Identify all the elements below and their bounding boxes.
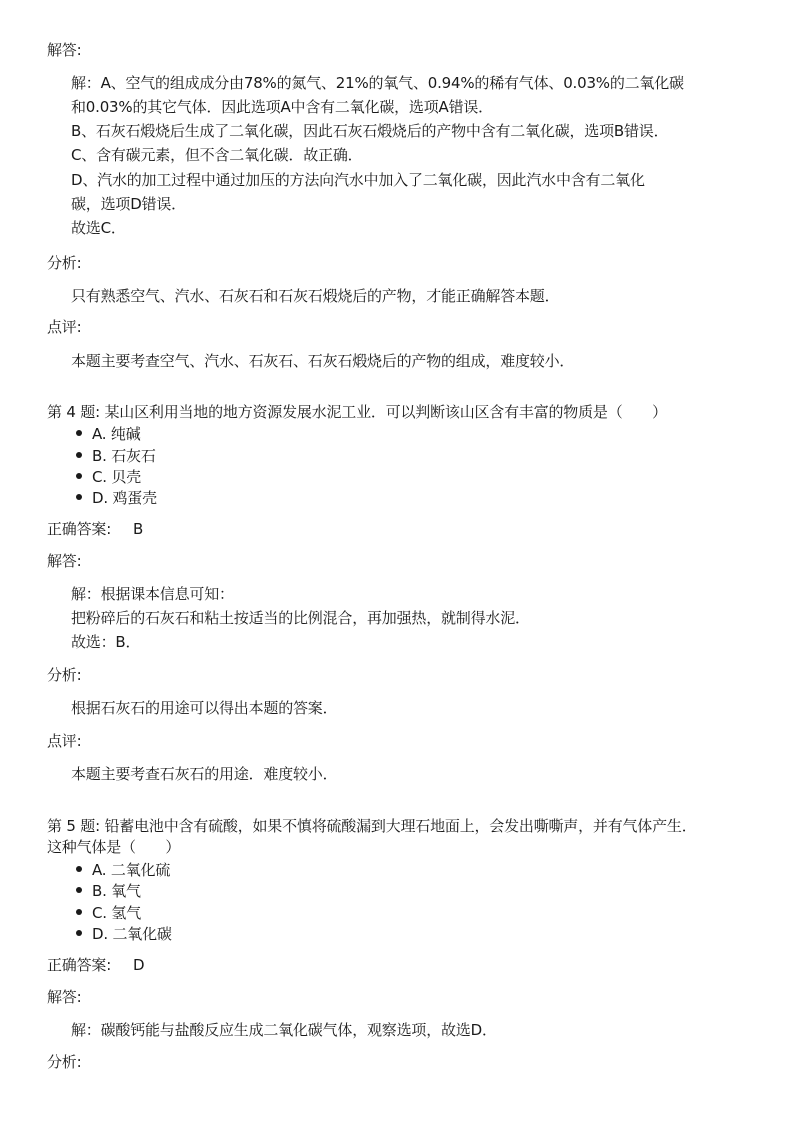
analysis-heading: 分析:: [47, 1053, 82, 1071]
comment-text: 本题主要考查石灰石的用途．难度较小．: [71, 765, 338, 783]
solution-line: 故选：B．: [71, 633, 141, 651]
bullet-icon: [76, 430, 82, 436]
correct-answer-value: B: [133, 520, 144, 538]
analysis-heading: 分析:: [47, 666, 82, 684]
option-b: B. 石灰石: [92, 447, 156, 465]
solution-line: D、汽水的加工过程中通过加压的方法向汽水中加入了二氧化碳，因此汽水中含有二氧化: [71, 171, 645, 189]
bullet-icon: [76, 909, 82, 915]
option-a: A. 纯碱: [92, 425, 141, 443]
solution-line: 解：A、空气的组成成分由78%的氮气、21%的氧气、0.94%的稀有气体、0.03%的二氧化碳: [71, 74, 684, 92]
solution-line: C、含有碳元素，但不含二氧化碳．故正确．: [71, 146, 363, 164]
question-5-title-cont: 这种气体是（ ）: [47, 838, 181, 856]
solution-heading: 解答:: [47, 41, 82, 59]
correct-answer-value: D: [133, 956, 145, 974]
option-d: D. 鸡蛋壳: [92, 489, 157, 507]
solution-text: 解：碳酸钙能与盐酸反应生成二氧化碳气体，观察选项，故选D．: [71, 1021, 497, 1039]
analysis-text: 只有熟悉空气、汽水、石灰石和石灰石煅烧后的产物，才能正确解答本题．: [71, 287, 560, 305]
option-c: C. 氢气: [92, 904, 142, 922]
analysis-text: 根据石灰石的用途可以得出本题的答案．: [71, 699, 338, 717]
solution-line: B、石灰石煅烧后生成了二氧化碳，因此石灰石煅烧后的产物中含有二氧化碳，选项B错误．: [71, 122, 669, 140]
analysis-heading: 分析:: [47, 254, 82, 272]
question-5-title: 第 5 题: 铅蓄电池中含有硫酸，如果不慎将硫酸漏到大理石地面上，会发出嘶嘶声，并有气体产生．: [47, 817, 697, 835]
bullet-icon: [76, 930, 82, 936]
bullet-icon: [76, 452, 82, 458]
solution-line: 把粉碎后的石灰石和粘土按适当的比例混合，再加强热，就制得水泥．: [71, 609, 530, 627]
comment-heading: 点评:: [47, 318, 82, 336]
solution-heading: 解答:: [47, 552, 82, 570]
option-d: D. 二氧化碳: [92, 925, 172, 943]
solution-heading: 解答:: [47, 988, 82, 1006]
solution-line: 故选C．: [71, 219, 126, 237]
comment-text: 本题主要考查空气、汽水、石灰石、石灰石煅烧后的产物的组成，难度较小．: [71, 352, 575, 370]
bullet-icon: [76, 887, 82, 893]
option-b: B. 氧气: [92, 882, 141, 900]
bullet-icon: [76, 473, 82, 479]
bullet-icon: [76, 494, 82, 500]
comment-heading: 点评:: [47, 732, 82, 750]
solution-line: 解：根据课本信息可知：: [71, 585, 234, 603]
bullet-icon: [76, 866, 82, 872]
solution-line: 碳，选项D错误．: [71, 195, 186, 213]
question-4-title: 第 4 题: 某山区利用当地的地方资源发展水泥工业．可以判断该山区含有丰富的物质是（ ）: [47, 403, 667, 421]
correct-answer-label: 正确答案:: [47, 956, 112, 974]
solution-line: 和0.03%的其它气体．因此选项A中含有二氧化碳，选项A错误．: [71, 98, 493, 116]
correct-answer-label: 正确答案:: [47, 520, 112, 538]
option-c: C. 贝壳: [92, 468, 142, 486]
option-a: A. 二氧化硫: [92, 861, 171, 879]
